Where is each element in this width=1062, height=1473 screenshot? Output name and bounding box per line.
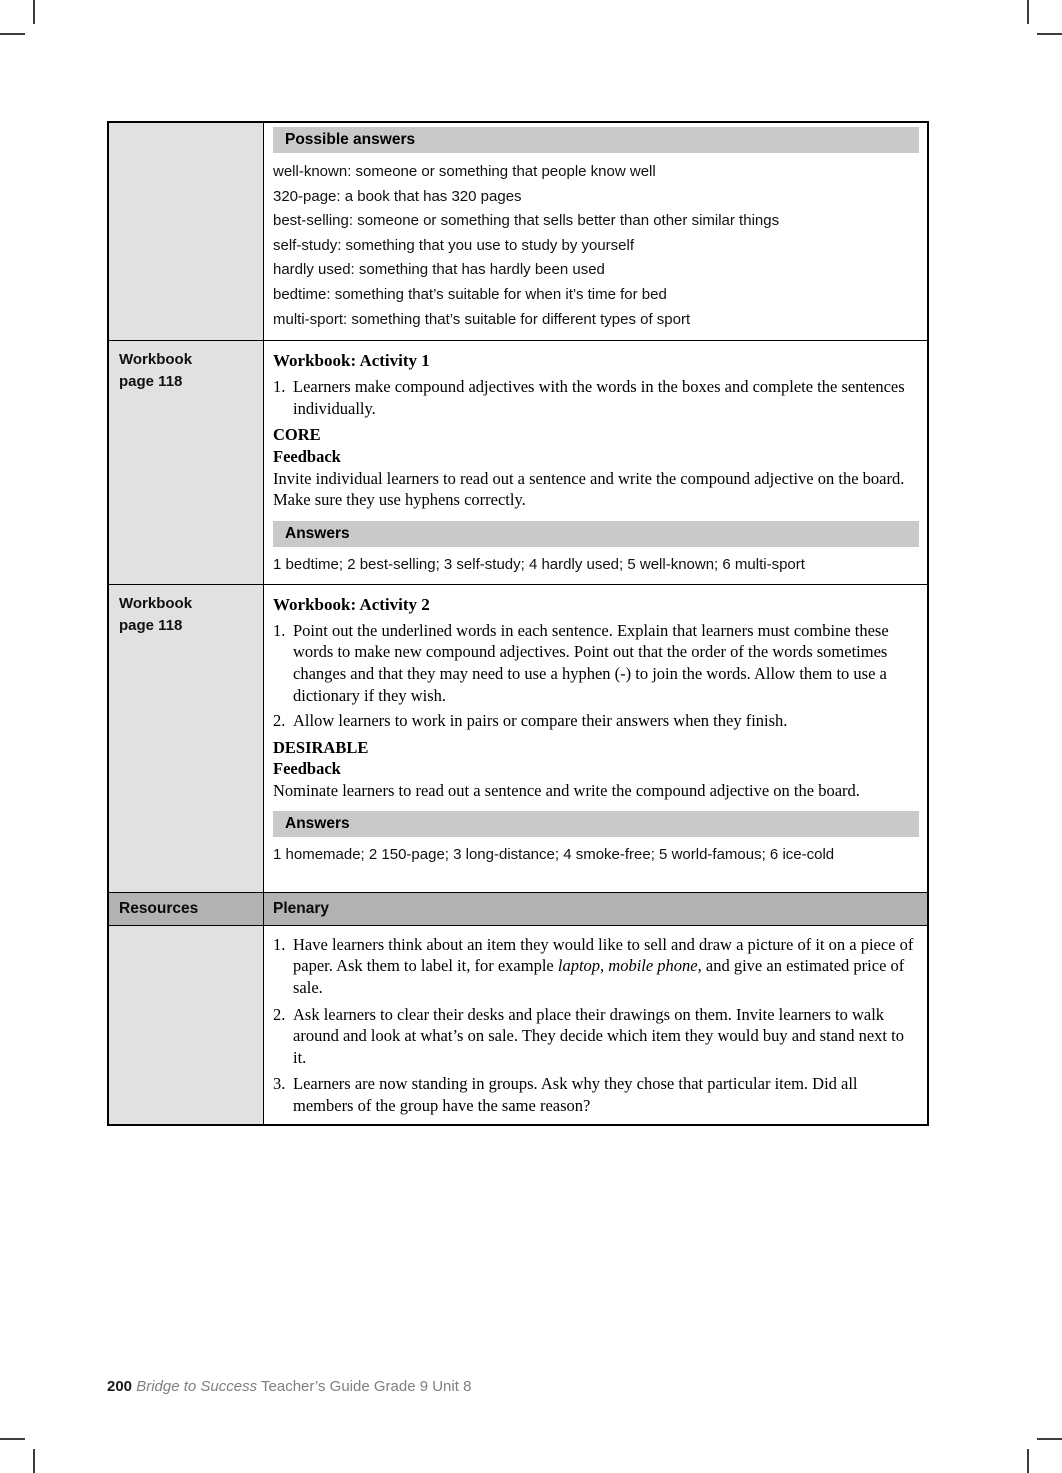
step-text: Learners are now standing in groups. Ask why they chose that particular item. Did all members of the group have the same reason? bbox=[293, 1074, 858, 1115]
plenary-header-row bbox=[109, 892, 927, 925]
plenary-step bbox=[273, 934, 919, 999]
resources-header-cell bbox=[109, 893, 264, 925]
activity2-sidebar-cell bbox=[109, 585, 264, 892]
activity1-level: CORE bbox=[273, 425, 321, 445]
footer-guide-label: Teacher’s Guide Grade 9 Unit 8 bbox=[261, 1378, 472, 1395]
activity-step bbox=[273, 376, 919, 419]
definition-line: hardly used: something that has hardly been used bbox=[273, 261, 605, 279]
activity1-content-cell bbox=[264, 341, 927, 584]
definition-line: 320-page: a book that has 320 pages bbox=[273, 187, 522, 205]
sidebar-page-label: page 118 bbox=[119, 373, 183, 391]
activity2-answers-text: 1 homemade; 2 150-page; 3 long-distance; 4 smoke-free; 5 world-famous; 6 ice-cold bbox=[273, 846, 835, 864]
sidebar-workbook-label: Workbook bbox=[119, 594, 193, 612]
possible-answers-content-cell bbox=[264, 123, 927, 340]
activity-step bbox=[273, 710, 919, 732]
step-text-segment: Have learners think about an item they would like to sell and draw a picture of it on a piece of paper. Ask them to label it, for example bbox=[293, 934, 914, 976]
sidebar-workbook-label: Workbook bbox=[119, 351, 193, 369]
crop-mark-bottom-left-vertical bbox=[33, 1449, 35, 1473]
step-number: 1. bbox=[273, 620, 286, 640]
crop-mark-bottom-right-vertical bbox=[1027, 1449, 1029, 1473]
step-number: 3. bbox=[273, 1074, 286, 1094]
step-text-italic-examples: laptop, mobile phone bbox=[557, 956, 698, 976]
activity-step bbox=[273, 620, 919, 706]
plenary-body-row bbox=[109, 925, 927, 1125]
definition-line: well-known: someone or something that people know well bbox=[273, 163, 656, 180]
possible-answers-row bbox=[109, 123, 927, 340]
activity1-title: Workbook: Activity 1 bbox=[273, 351, 430, 371]
activity1-steps bbox=[273, 376, 919, 511]
activity2-feedback-label: Feedback bbox=[273, 759, 341, 779]
crop-mark-top-right-horizontal bbox=[1037, 33, 1062, 35]
sidebar-page-label: page 118 bbox=[119, 616, 183, 634]
resources-label: Resources bbox=[119, 899, 199, 917]
activity2-answers-header: Answers bbox=[273, 811, 919, 837]
step-text: Ask learners to clear their desks and place their drawings on them. Invite learners to walk around and look at what’s on sale. They decide which item they would buy and stand next to it. bbox=[293, 1004, 904, 1067]
plenary-label: Plenary bbox=[273, 899, 330, 917]
crop-mark-bottom-right-horizontal bbox=[1037, 1438, 1062, 1440]
activity1-feedback-text: Invite individual learners to read out a sentence and write the compound adjective on the board. Make sure they use hyphens correctly. bbox=[273, 468, 905, 510]
crop-mark-top-left-vertical bbox=[33, 0, 35, 24]
plenary-step bbox=[273, 1004, 919, 1069]
step-text: Allow learners to work in pairs or compare their answers when they finish. bbox=[293, 711, 788, 731]
page-footer bbox=[107, 1377, 471, 1397]
step-number: 1. bbox=[273, 934, 286, 954]
definition-line: best-selling: someone or something that sells better than other similar things bbox=[273, 212, 780, 230]
possible-answers-header: Possible answers bbox=[273, 127, 919, 153]
plenary-body-cell bbox=[264, 926, 927, 1125]
step-text-segment: , and give an estimated price of sale. bbox=[293, 956, 905, 997]
step-text: Point out the underlined words in each sentence. Explain that learners must combine these words to make new compound adjectives. Point out that the order of the words sometimes changes and that they may need to use a hyphen (-) to join the words. Allow them to use a dictionary if they wish. bbox=[293, 620, 889, 705]
crop-mark-top-left-horizontal bbox=[0, 33, 25, 35]
resources-body-cell bbox=[109, 926, 264, 1125]
step-number: 2. bbox=[273, 711, 286, 731]
activity2-row bbox=[109, 584, 927, 892]
activity1-feedback-label: Feedback bbox=[273, 446, 341, 466]
plenary-steps bbox=[273, 934, 919, 1117]
activity2-level: DESIRABLE bbox=[273, 737, 369, 757]
footer-book-title: Bridge to Success bbox=[136, 1378, 258, 1395]
possible-answers-sidebar-cell bbox=[109, 123, 264, 340]
activity2-title: Workbook: Activity 2 bbox=[273, 594, 430, 614]
plenary-step bbox=[273, 1073, 919, 1116]
activity1-answers-text: 1 bedtime; 2 best-selling; 3 self-study; 4 hardly used; 5 well-known; 6 multi-sport bbox=[273, 555, 805, 573]
activity2-content-cell bbox=[264, 585, 927, 892]
activity1-sidebar-cell bbox=[109, 341, 264, 584]
step-number: 2. bbox=[273, 1004, 286, 1024]
possible-answers-list bbox=[273, 160, 919, 332]
definition-line: self-study: something that you use to study by yourself bbox=[273, 236, 635, 254]
activity1-row bbox=[109, 340, 927, 584]
crop-mark-top-right-vertical bbox=[1027, 0, 1029, 24]
activity1-answers-header: Answers bbox=[273, 521, 919, 547]
plenary-header-cell bbox=[264, 893, 927, 925]
definition-line: bedtime: something that’s suitable for when it’s time for bed bbox=[273, 285, 667, 303]
definition-line: multi-sport: something that’s suitable for different types of sport bbox=[273, 310, 691, 328]
step-text bbox=[293, 934, 919, 999]
footer-page-number: 200 bbox=[107, 1378, 133, 1395]
step-number: 1. bbox=[273, 377, 286, 397]
lesson-table bbox=[107, 121, 929, 1126]
activity2-feedback-text: Nominate learners to read out a sentence and write the compound adjective on the board. bbox=[273, 780, 860, 800]
step-text: Learners make compound adjectives with the words in the boxes and complete the sentences individually. bbox=[293, 377, 905, 418]
crop-mark-bottom-left-horizontal bbox=[0, 1438, 25, 1440]
activity2-steps bbox=[273, 620, 919, 802]
